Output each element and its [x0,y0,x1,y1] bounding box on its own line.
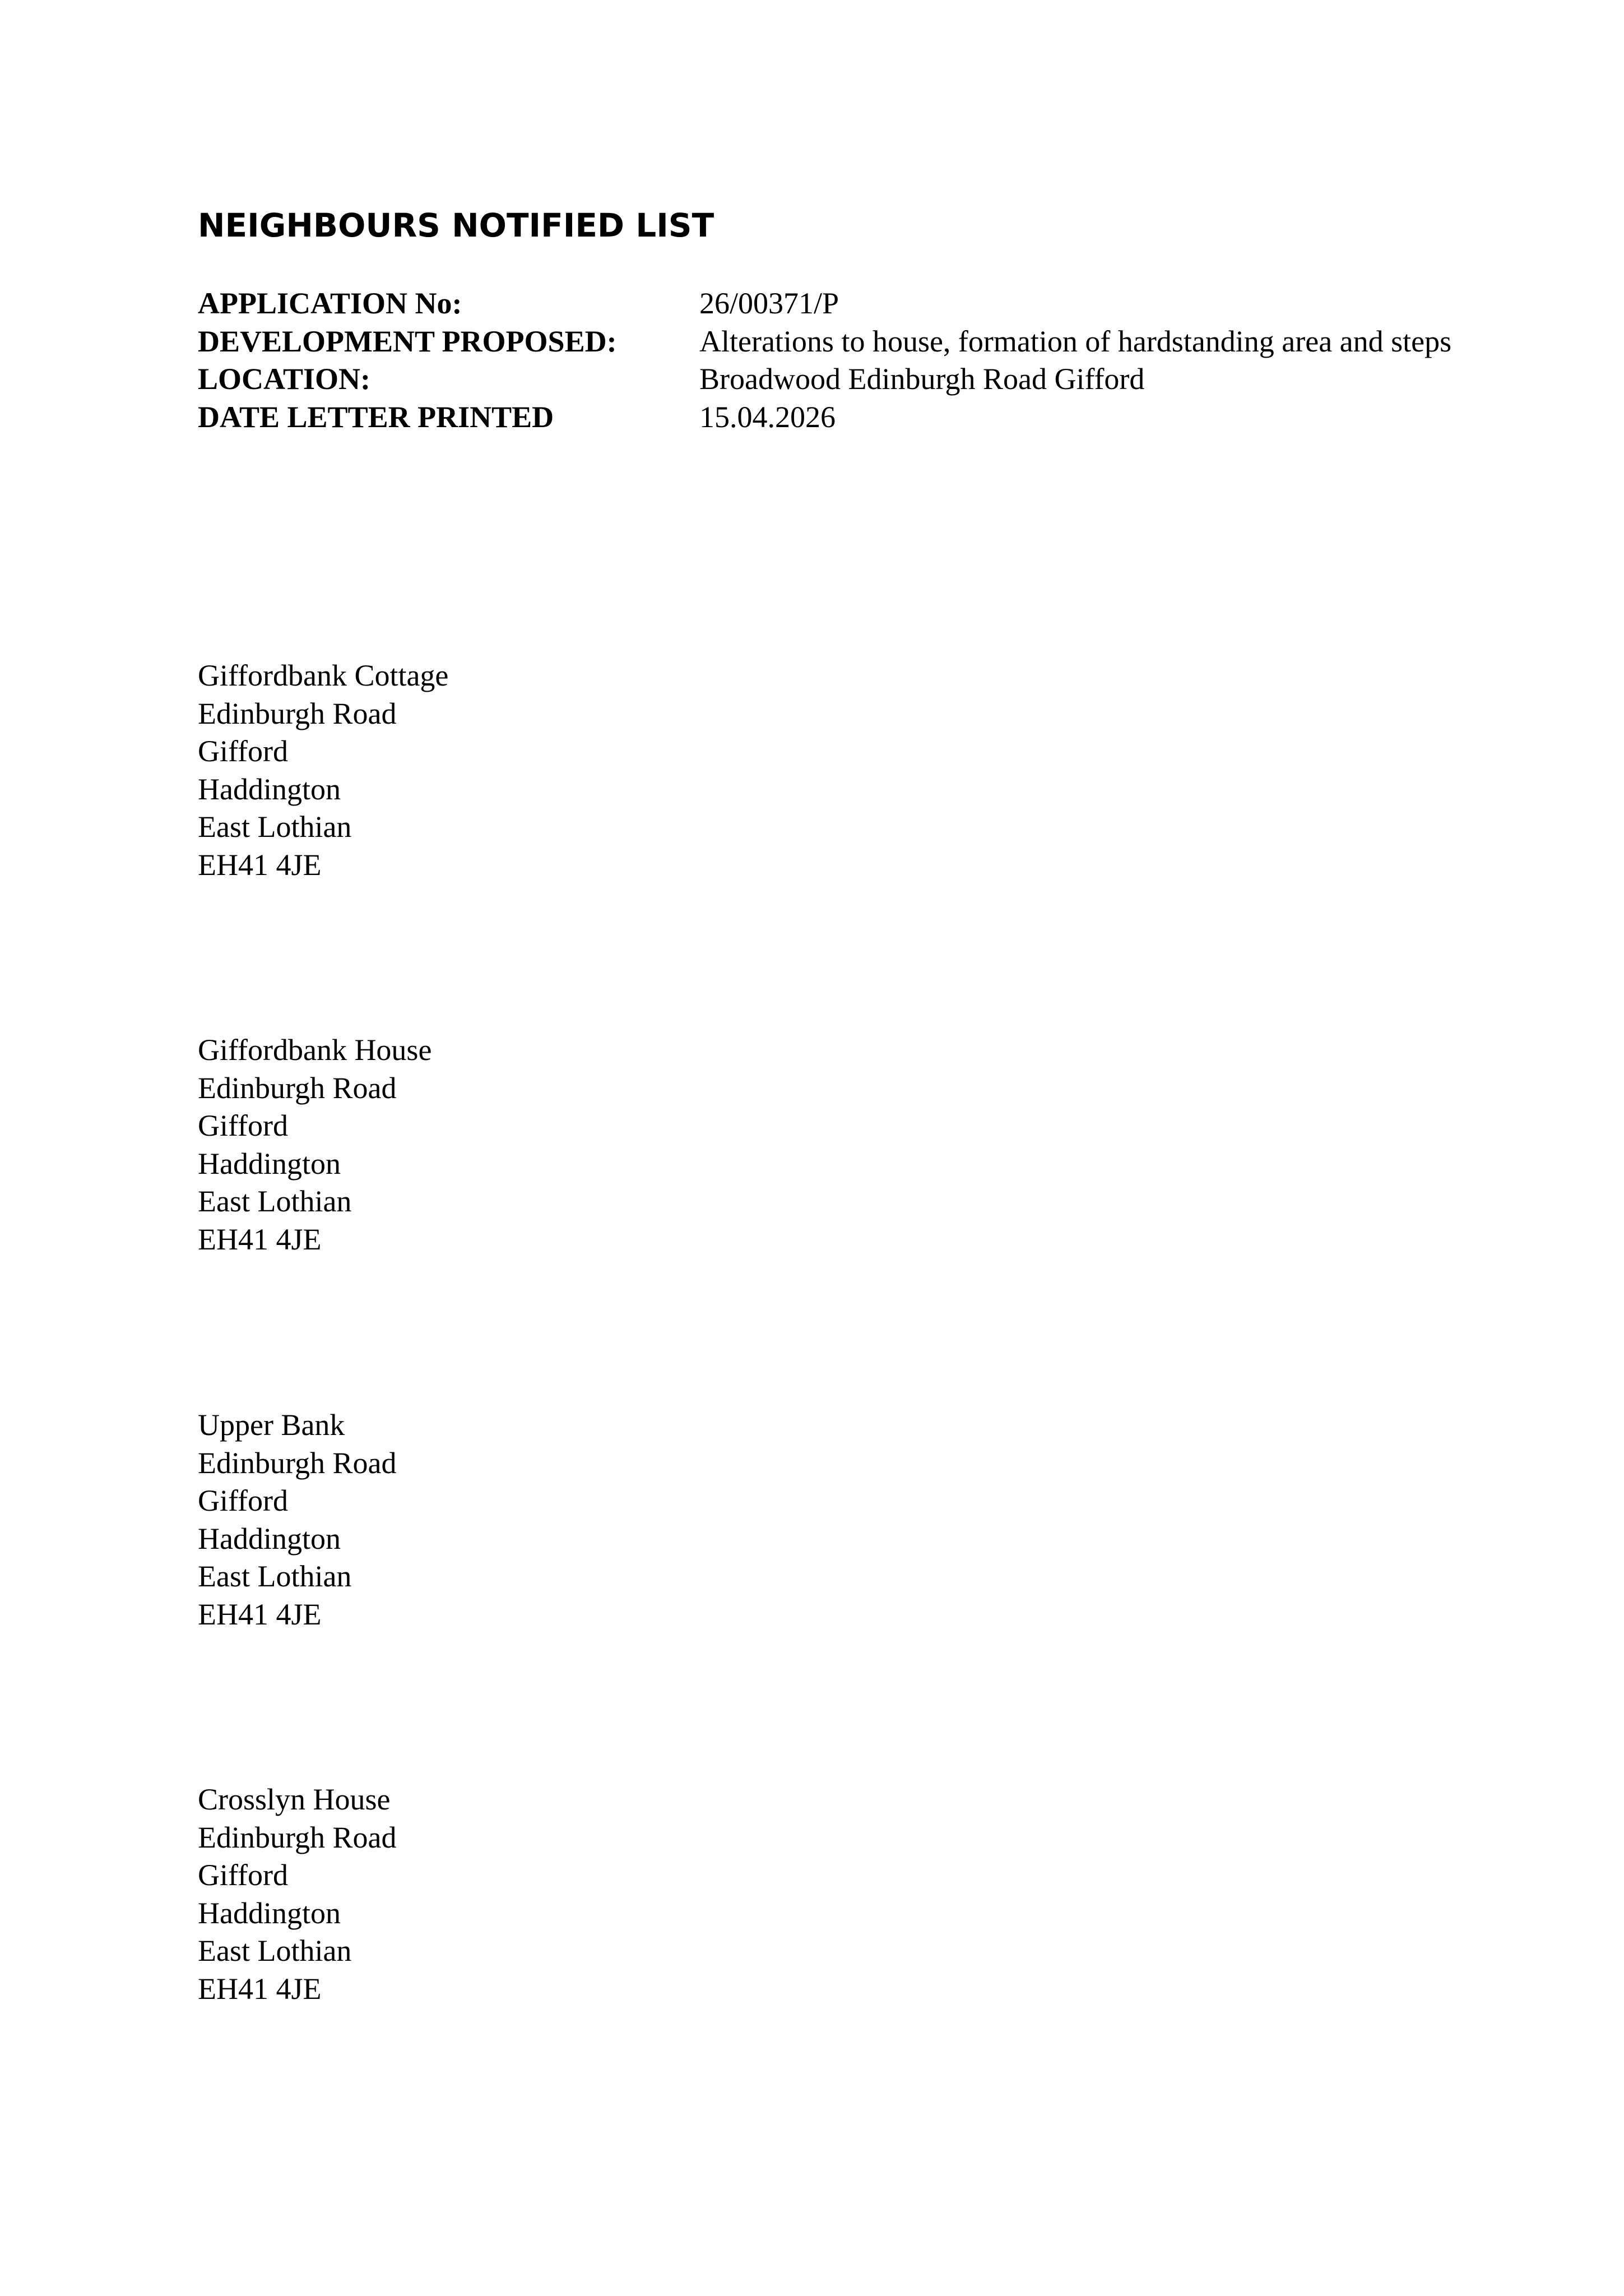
address-line: Edinburgh Road [198,696,397,730]
detail-label: DEVELOPMENT PROPOSED: [198,324,617,358]
address-line: EH41 4JE [198,848,322,882]
address-line: East Lothian [198,1934,352,1968]
detail-value: 26/00371/P [699,286,839,320]
neighbour-address [198,1406,396,1633]
address-line: Edinburgh Road [198,1071,397,1105]
address-line: Edinburgh Road [198,1446,397,1480]
address-line: EH41 4JE [198,1597,322,1631]
document-title: NEIGHBOURS NOTIFIED LIST [198,206,714,244]
detail-value: 15.04.2026 [699,400,836,434]
address-line: Edinburgh Road [198,1820,397,1854]
address-line: Haddington [198,1896,341,1930]
detail-value: Broadwood Edinburgh Road Gifford [699,362,1145,396]
address-line: Gifford [198,1109,288,1142]
address-line: Haddington [198,1146,341,1181]
neighbour-address [198,1031,431,1258]
address-line: EH41 4JE [198,1222,322,1256]
address-line: East Lothian [198,1184,352,1218]
address-line: Haddington [198,1521,341,1556]
detail-label: APPLICATION No: [198,286,462,320]
address-line: Haddington [198,772,341,806]
detail-value: Alterations to house, formation of hardstanding area and steps [699,324,1452,358]
detail-label: DATE LETTER PRINTED [198,400,554,434]
address-line: Gifford [198,1858,288,1892]
address-line: Upper Bank [198,1408,345,1442]
detail-row-location [198,360,1487,399]
detail-row-development-proposed [198,323,1487,361]
neighbour-address [198,657,448,884]
application-details [198,285,1487,436]
address-line: Gifford [198,1484,288,1517]
detail-row-date-letter-printed [198,399,1487,437]
neighbour-address [198,1781,396,2008]
detail-row-application-number [198,285,1487,323]
address-line: East Lothian [198,1559,352,1593]
address-line: Giffordbank Cottage [198,659,449,692]
address-line: East Lothian [198,810,352,844]
address-line: EH41 4JE [198,1971,322,2006]
address-line: Giffordbank House [198,1033,432,1067]
address-line: Crosslyn House [198,1783,391,1816]
address-line: Gifford [198,734,288,768]
detail-label: LOCATION: [198,362,371,396]
